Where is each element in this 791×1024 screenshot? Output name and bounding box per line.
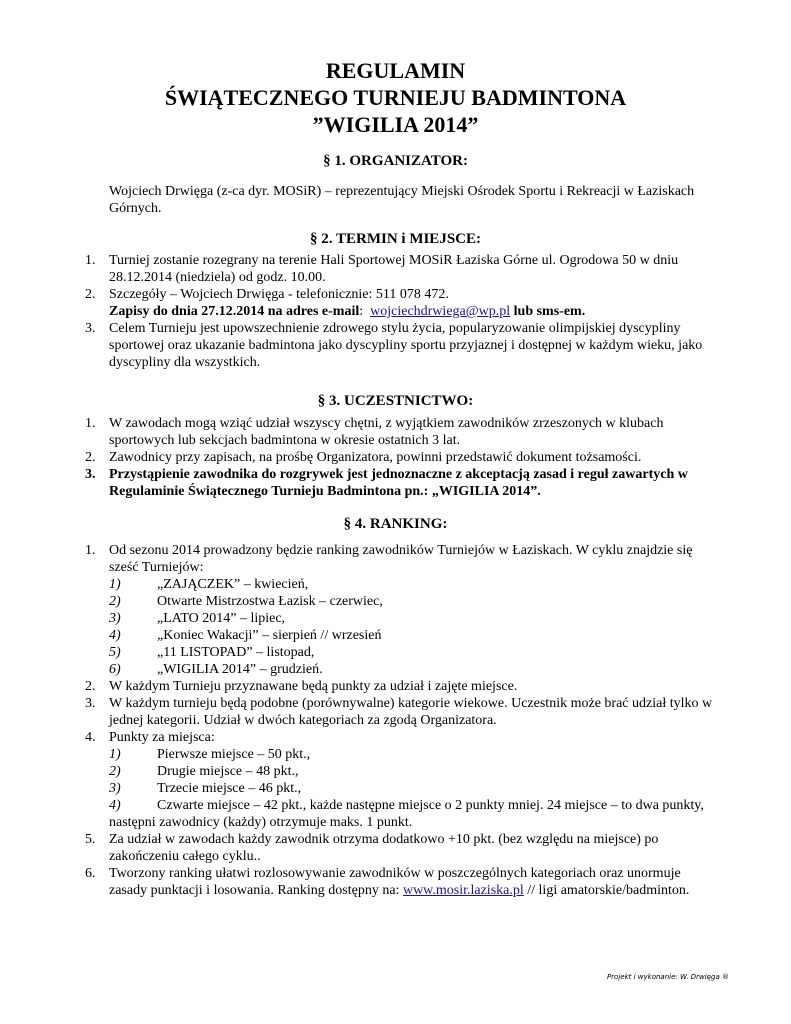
list-item-text: Przystąpienie zawodnika do rozgrywek jest jednoznaczne z akceptacją zasad i reguł zawartych w Regulaminie Świątecznego Turnieju Badmintona pn.: „WIGILIA 2014”. [109, 467, 688, 499]
list-item: 1. Turniej zostanie rozegrany na terenie Hali Sportowej MOSiR Łaziska Górne ul. Ogrodowa 50 w dniu 28.12.2014 (niedziela) od godz. 10.00. [85, 253, 679, 285]
sms-text: lub sms-em. [513, 304, 586, 319]
section-4-list [85, 542, 715, 899]
list-item-text: Szczegóły – Wojciech Drwięga - telefonicznie: 511 078 472. [109, 287, 449, 302]
list-item: 1. Od sezonu 2014 prowadzony będzie ranking zawodników Turniejów w Łaziskach. W cyklu znajdzie się sześć Turniejów: 1) „ZAJĄCZEK” – kwiecień, 2) Otwarte Mistrzostwa Łazisk – czerwiec, 3) „LATO 2014” – lipiec, 4) „Koniec Wakacji” – sierpień // wrzesień 5) „11 LISTOPAD” – listopad, 6) „WIGILIA 2014” – grudzień. [85, 542, 715, 678]
title-line-3: ”WIGILIA 2014” [312, 112, 479, 137]
title-line-2: ŚWIĄTECZNEGO TURNIEJU BADMINTONA [164, 85, 627, 110]
section-2-list [85, 252, 715, 371]
list-item: 4. Punkty za miejsca: 1) Pierwsze miejsce – 50 pkt., 2) Drugie miejsce – 48 pkt., 3) Trzecie miejsce – 46 pkt., 4) Czwarte miejsce – 42 pkt., każde następne miejsce o 2 punkty mniej. 24 miejsce – to dwa punkty, następni zawodnicy (każdy) otrzymuje maks. 1 punkt. [85, 729, 715, 831]
list-item: 5. Za udział w zawodach każdy zawodnik otrzyma dodatkowo +10 pkt. (bez względu na miejsce) po zakończeniu całego cyklu.. [85, 832, 659, 864]
tournament-item: 3) „LATO 2014” – lipiec, [109, 611, 286, 626]
list-item-text: Celem Turnieju jest upowszechnienie zdrowego stylu życia, popularyzowanie olimpijskiej dyscypliny sportowej oraz ukazanie badmintona jako dyscypliny sportu przyjaznej i dostępnej w każdym wieku, jako dyscypliny dla wszystkich. [109, 321, 703, 370]
tournament-item: 6) „WIGILIA 2014” – grudzień. [109, 662, 323, 677]
list-item-text: Za udział w zawodach każdy zawodnik otrzyma dodatkowo +10 pkt. (bez względu na miejsce) po zakończeniu całego cyklu.. [109, 832, 659, 864]
list-item: 1. W zawodach mogą wziąć udział wszyscy chętni, z wyjątkiem zawodników zrzeszonych w klubach sportowych lub sekcjach badmintona w okresie ostatnich 3 lat. [85, 416, 664, 448]
footer-credit: Projekt i wykonanie: W. Drwięga ® [606, 973, 729, 981]
tournament-item: 5) „11 LISTOPAD” – listopad, [109, 645, 315, 660]
list-item-text: Turniej zostanie rozegrany na terenie Hali Sportowej MOSiR Łaziska Górne ul. Ogrodowa 50 w dniu 28.12.2014 (niedziela) od godz. 10.00. [109, 253, 679, 285]
signup-deadline: Zapisy do dnia 27.12.2014 na adres e-mail [109, 304, 360, 319]
list-item: 3. W każdym turnieju będą podobne (porównywalne) kategorie wiekowe. Uczestnik może brać udział tylko w jednej kategorii. Udział w dwóch kategoriach za zgodą Organizatora. [85, 696, 713, 728]
points-item: 3) Trzecie miejsce – 46 pkt., [109, 781, 302, 796]
list-item: 3. Przystąpienie zawodnika do rozgrywek jest jednoznaczne z akceptacją zasad i reguł zawartych w Regulaminie Świątecznego Turnieju Badmintona pn.: „WIGILIA 2014”. [85, 467, 688, 499]
points-list [109, 746, 715, 814]
list-item: 3. Celem Turnieju jest upowszechnienie zdrowego stylu życia, popularyzowanie olimpijskiej dyscypliny sportowej oraz ukazanie badmintona jako dyscypliny sportu przyjaznej i dostępnej w każdym wieku, jako dyscypliny dla wszystkich. [85, 321, 703, 370]
mosir-website-link[interactable]: www.mosir.laziska.pl [402, 883, 524, 898]
list-item-text: Tworzony ranking ułatwi rozlosowywanie zawodników w poszczególnych kategoriach oraz unormuje zasady punktacji i losowania. Ranking dostępny na: [109, 866, 681, 898]
list-item: 6. Tworzony ranking ułatwi rozlosowywanie zawodników w poszczególnych kategoriach oraz unormuje zasady punktacji i losowania. Ranking dostępny na: www.mosir.laziska.pl // ligi amatorskie/badminton. [85, 866, 690, 898]
list-item-text: Punkty za miejsca: [109, 730, 215, 745]
list-item-text: Od sezonu 2014 prowadzony będzie ranking zawodników Turniejów w Łaziskach. W cyklu znajdzie się sześć Turniejów: [109, 543, 693, 575]
tournament-list [109, 576, 715, 678]
list-item: 2. W każdym Turnieju przyznawane będą punkty za udział i zajęte miejsce. [85, 679, 518, 694]
section-3-heading: § 3. UCZESTNICTWO: [317, 393, 474, 409]
section-1-heading: § 1. ORGANIZATOR: [323, 153, 468, 169]
title-line-1: REGULAMIN [325, 58, 466, 83]
points-item: 2) Drugie miejsce – 48 pkt., [109, 764, 299, 779]
email-link[interactable]: wojciechdrwiega@wp.pl [370, 304, 511, 319]
section-3-list [85, 415, 715, 500]
list-item-text: W każdym Turnieju przyznawane będą punkty za udział i zajęte miejsce. [109, 679, 518, 694]
tournament-item: 2) Otwarte Mistrzostwa Łazisk – czerwiec, [109, 594, 383, 609]
section-4-heading: § 4. RANKING: [343, 516, 448, 532]
list-item-text: W każdym turnieju będą podobne (porównywalne) kategorie wiekowe. Uczestnik może brać udział tylko w jednej kategorii. Udział w dwóch kategoriach za zgodą Organizatora. [109, 696, 713, 728]
document-title [0, 57, 791, 138]
section-2-heading: § 2. TERMIN i MIEJSCE: [310, 231, 481, 247]
points-continuation: następni zawodnicy (każdy) otrzymuje maks. 1 punkt. [109, 815, 413, 830]
list-item: 2. Zawodnicy przy zapisach, na prośbę Organizatora, powinni przedstawić dokument tożsamości. [85, 450, 642, 465]
points-item: 1) Pierwsze miejsce – 50 pkt., [109, 747, 311, 762]
tournament-item: 1) „ZAJĄCZEK” – kwiecień, [109, 577, 309, 592]
section-1-text: Wojciech Drwięga (z-ca dyr. MOSiR) – reprezentujący Miejski Ośrodek Sportu i Rekreacji w Łaziskach Górnych. [109, 184, 695, 216]
tournament-item: 4) „Koniec Wakacji” – sierpień // wrzesień [109, 628, 382, 643]
list-item-text: Zawodnicy przy zapisach, na prośbę Organizatora, powinni przedstawić dokument tożsamości. [109, 450, 642, 465]
list-item-text: W zawodach mogą wziąć udział wszyscy chętni, z wyjątkiem zawodników zrzeszonych w klubach sportowych lub sekcjach badmintona w okresie ostatnich 3 lat. [109, 416, 664, 448]
points-item: 4) Czwarte miejsce – 42 pkt., każde następne miejsce o 2 punkty mniej. 24 miejsce – to dwa punkty, [109, 798, 704, 813]
list-item: 2. Szczegóły – Wojciech Drwięga - telefonicznie: 511 078 472. Zapisy do dnia 27.12.2014 na adres e-mail: wojciechdrwiega@wp.pl lub sms-em. [85, 287, 586, 319]
